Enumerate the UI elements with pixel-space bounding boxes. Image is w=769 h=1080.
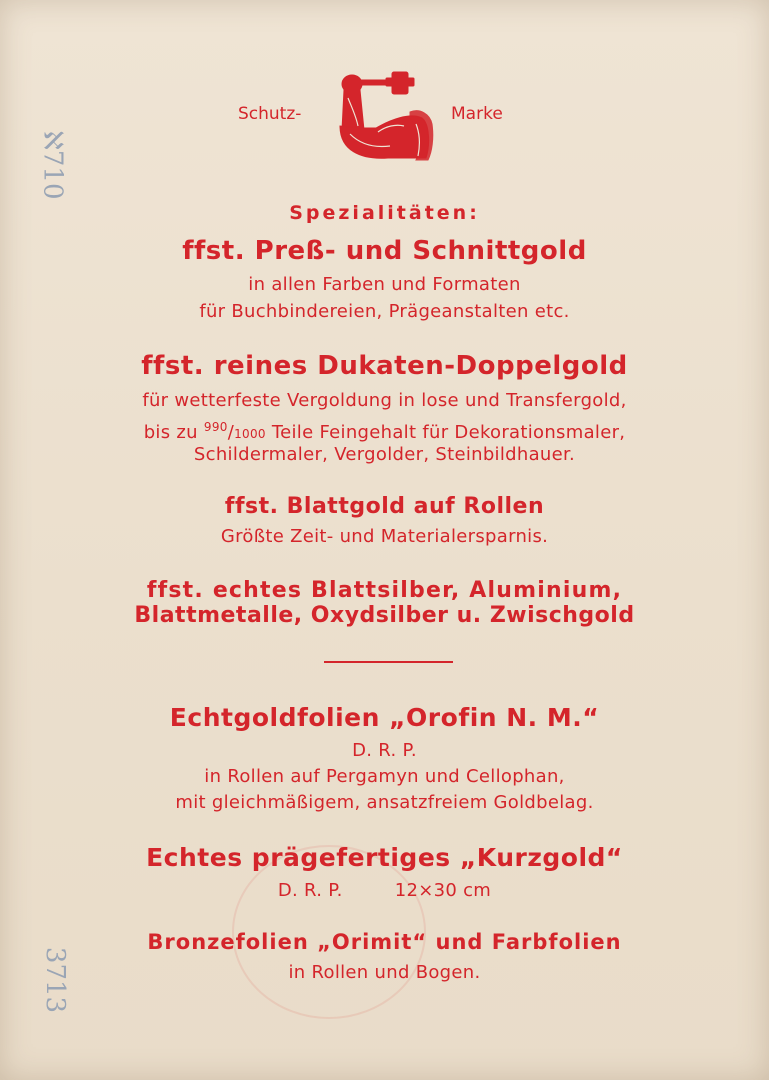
product-drp-size-line [0, 877, 769, 904]
divider-line [324, 661, 453, 663]
product-size: 12×30 cm [394, 880, 492, 901]
section-line: für wetterfeste Vergoldung in lose und Transfergold, [142, 390, 627, 411]
arm-with-hammer-icon [330, 68, 435, 163]
section-line: Schildermaler, Vergolder, Steinbildhauer. [193, 444, 576, 465]
section-title-leaf-silver: ffst. echtes Blattsilber, Aluminium, [146, 578, 623, 603]
section-title-leaf-metals: Blattmetalle, Oxydsilber u. Zwischgold [134, 603, 635, 628]
product-title-orofin: Echtgoldfolien „Orofin N. M.“ [169, 703, 600, 732]
product-title-kurzgold: Echtes prägefertiges „Kurzgold“ [146, 843, 623, 872]
specialties-heading: Spezialitäten: [289, 202, 480, 224]
section-title-leaf-gold-rolls: ffst. Blattgold auf Rollen [224, 494, 545, 519]
section-title-ducat-gold: ffst. reines Dukaten-Doppelgold [141, 351, 628, 381]
product-line: in Rollen auf Pergamyn und Cellophan, [204, 766, 565, 787]
section-line: in allen Farben und Formaten [248, 274, 521, 295]
product-title-orimit: Bronzefolien „Orimit“ und Farbfolien [147, 930, 622, 954]
section-line: Größte Zeit- und Materialersparnis. [220, 526, 549, 547]
product-line: in Rollen und Bogen. [288, 962, 481, 983]
product-drp: D. R. P. [277, 880, 343, 901]
fine-suffix: Teile Feingehalt für Dekorationsmaler, [265, 422, 626, 443]
pencil-mark-bottom: 3713 [40, 946, 71, 1014]
fine-content-line: bis zu $^{990}$/1000 Teile Feingehalt für Dekorationsmaler, [143, 420, 626, 443]
product-line: mit gleichmäßigem, ansatzfreiem Goldbelag. [175, 792, 594, 813]
trademark-left-label: Schutz- [238, 104, 302, 124]
pencil-mark-top: ℵ710 [37, 130, 68, 200]
fine-numerator: 990 [203, 420, 228, 434]
section-line: für Buchbindereien, Prägeanstalten etc. [199, 301, 570, 322]
fine-prefix: bis zu [143, 422, 204, 443]
product-line: D. R. P. [352, 740, 417, 761]
fine-denominator: 1000 [234, 427, 266, 441]
trademark-right-label: Marke [451, 104, 503, 124]
section-title-press-gold: ffst. Preß- und Schnittgold [182, 236, 587, 266]
